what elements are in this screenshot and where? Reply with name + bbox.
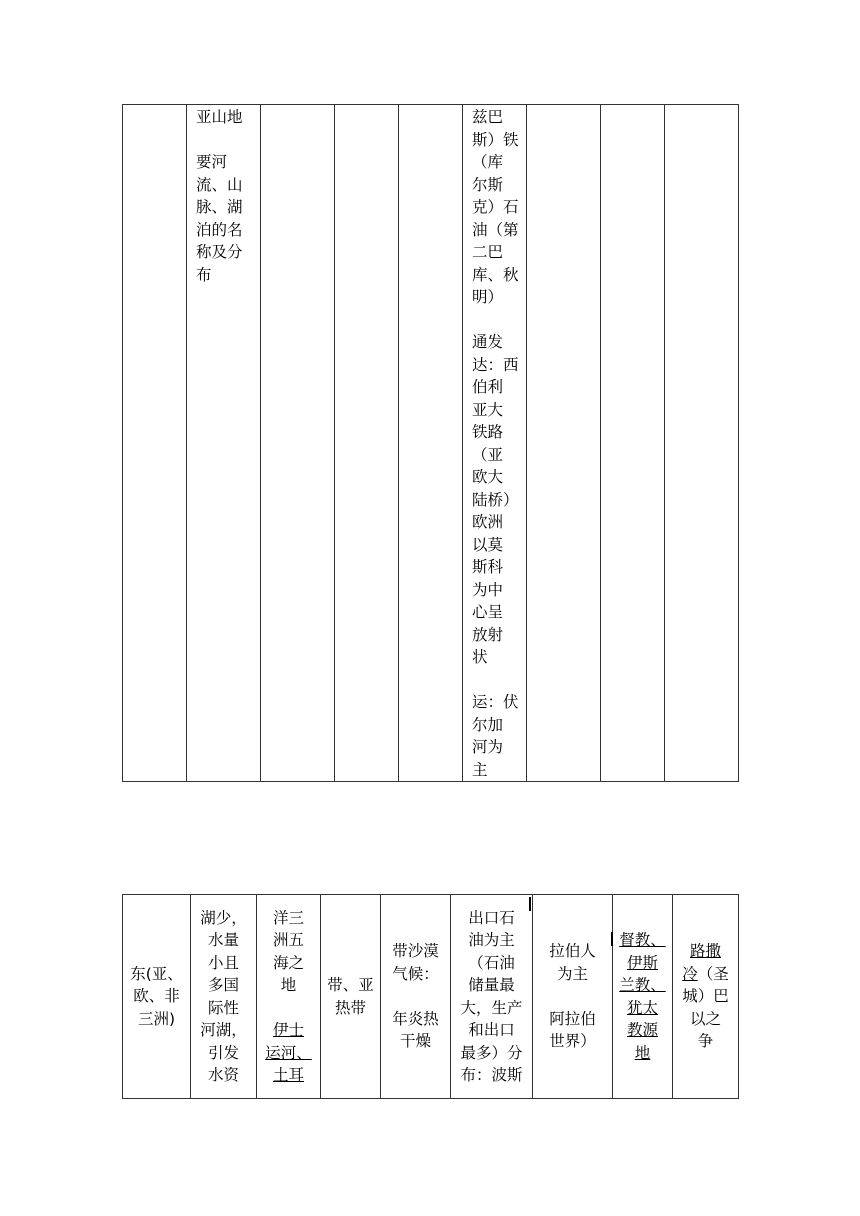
text-cursor-mark — [611, 932, 613, 946]
cell-climate — [381, 895, 451, 1099]
text-block: 出口石 油为主 （石油 储量最 大，生产 和出口 最多）分 布：波斯 — [460, 908, 523, 1084]
text-block: 兹巴 斯）铁 （库 尔斯 克）石 油（第 二巴 库、秋 明） — [472, 108, 519, 306]
text-block: 伊士 运河、 土耳 — [265, 1021, 312, 1084]
cell — [527, 105, 601, 782]
text-block: 亚山地 — [196, 108, 243, 126]
text-block: 路撒 冷 — [682, 942, 721, 983]
text-block: 洋三 洲五 海之 地 — [272, 908, 304, 994]
cell-people — [533, 895, 613, 1099]
cell-conflict — [673, 895, 739, 1099]
text-block: 督教、 伊斯 兰教、 犹太 教源 地 — [619, 931, 666, 1062]
text-block: 运：伏 尔加 河为 主 — [472, 693, 519, 779]
cell-rivers — [191, 895, 257, 1099]
cell — [261, 105, 335, 782]
cell-economy — [451, 895, 533, 1099]
cell — [123, 105, 187, 782]
cell-region — [123, 895, 191, 1099]
cell-resources-transport — [463, 105, 527, 782]
cell-zone — [321, 895, 381, 1099]
text-block: 带沙漠 气候： — [392, 942, 439, 983]
cell — [601, 105, 665, 782]
text-cursor-mark — [529, 897, 531, 911]
cell — [335, 105, 399, 782]
cell-mountains-rivers — [187, 105, 261, 782]
text-block: 带、亚 热带 — [327, 976, 374, 1017]
cell — [665, 105, 739, 782]
text-block: 阿拉伯 世界） — [549, 1009, 596, 1051]
cell — [399, 105, 463, 782]
text-block: 要河 流、山 脉、湖 泊的名 称及分 布 — [196, 153, 243, 284]
cell-religion — [613, 895, 673, 1099]
table-bottom — [122, 894, 739, 1099]
text-block: 东(亚、 欧、非 三洲) — [130, 964, 183, 1028]
text-block: 年炎热 干燥 — [392, 1009, 439, 1051]
text-block: （圣 城）巴 以之 争 — [682, 964, 729, 1051]
text-block: 湖少， 水量 小且 多国 际性 河湖， 引发 水资 — [200, 908, 247, 1084]
text-block: 拉伯人 为主 — [549, 942, 596, 983]
cell-location — [257, 895, 321, 1099]
text-block: 通发 达：西 伯利 亚大 铁路 （亚 欧大 陆桥） 欧洲 以莫 斯科 为中 心呈 放射 状 — [472, 333, 519, 666]
table-top — [122, 104, 739, 782]
